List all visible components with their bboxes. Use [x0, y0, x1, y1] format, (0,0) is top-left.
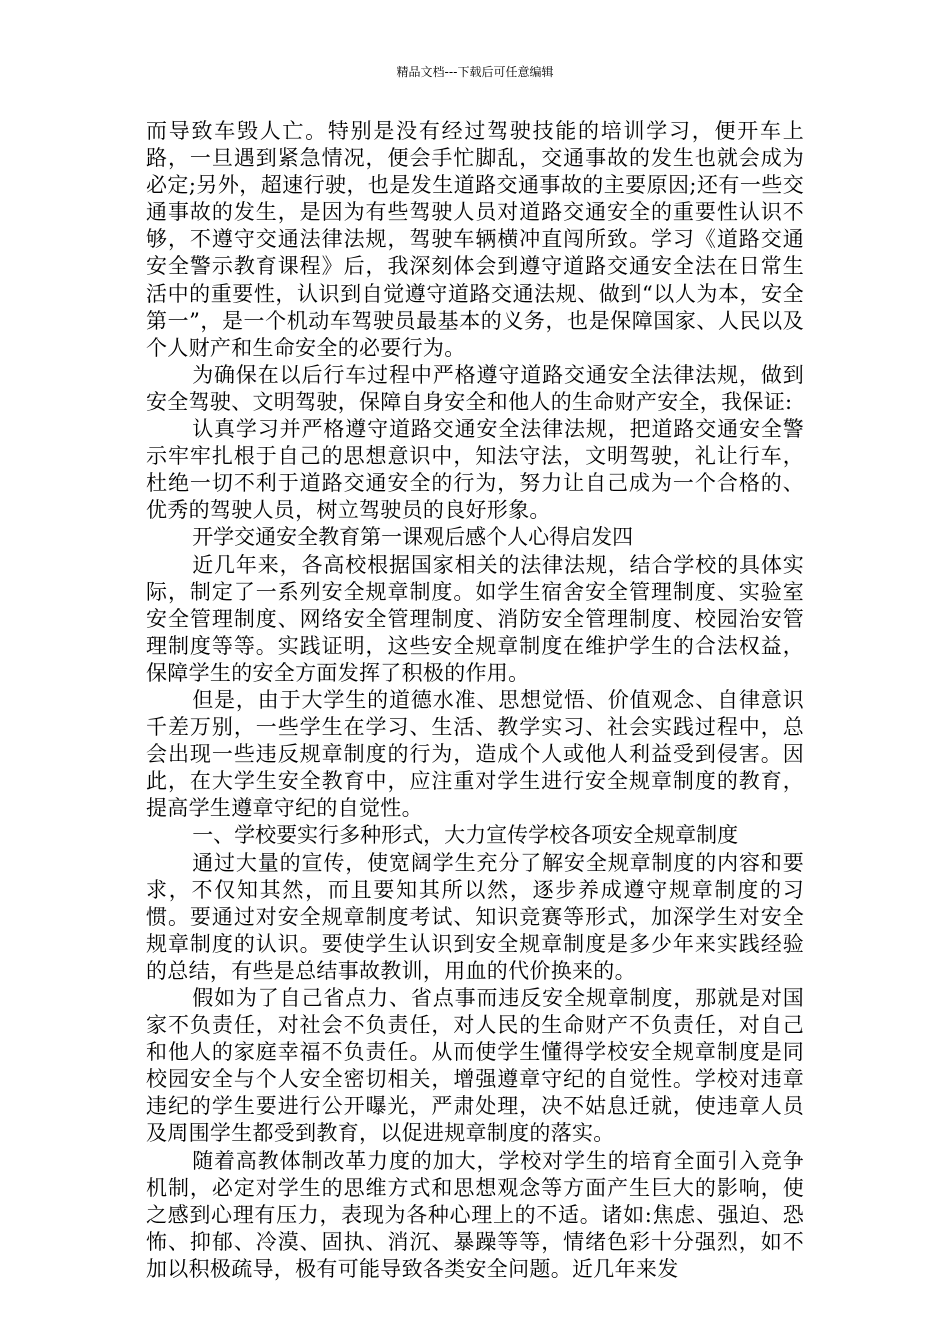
paragraph-8: 随着高教体制改革力度的加大，学校对学生的培育全面引入竞争机制，必定对学生的思维方式和思想观念等方面产生巨大的影响，使之感到心理有压力，表现为各种心理上的不适。诸如:焦虑、强迫、恐怖、抑郁、冷漠、固执、消沉、暴躁等等，情绪色彩十分强烈，如不加以积极疏导，极有可能导致各类安全问题。近几年来发	[146, 1148, 804, 1281]
section-title: 开学交通安全教育第一课观后感个人心得启发四	[192, 525, 634, 550]
paragraph-7: 假如为了自己省点力、省点事而违反安全规章制度，那就是对国家不负责任，对社会不负责任，对人民的生命财产不负责任，对自己和他人的家庭幸福不负责任。从而使学生懂得学校安全规章制度是同校园安全与个人安全密切相关，增强遵章守纪的自觉性。学校对违章违纪的学生要进行公开曝光，严肃处理，决不姑息迁就，使违章人员及周围学生都受到教育，以促进规章制度的落实。	[146, 986, 804, 1146]
subsection-heading: 一、学校要实行多种形式，大力宣传学校各项安全规章制度	[192, 823, 739, 848]
paragraph-4: 近几年来，各高校根据国家相关的法律法规，结合学校的具体实际，制定了一系列安全规章制度。如学生宿舍安全管理制度、实验室安全管理制度、网络安全管理制度、消防安全管理制度、校园治安管理制度等等。实践证明，这些安全规章制度在维护学生的合法权益，保障学生的安全方面发挥了积极的作用。	[146, 552, 804, 685]
paragraph-2: 为确保在以后行车过程中严格遵守道路交通安全法律法规，做到安全驾驶、文明驾驶，保障自身安全和他人的生命财产安全，我保证:	[146, 362, 804, 414]
paragraph-5: 但是，由于大学生的道德水准、思想觉悟、价值观念、自律意识千差万别，一些学生在学习、生活、教学实习、社会实践过程中，总会出现一些违反规章制度的行为，造成个人或他人利益受到侵害。因此，在大学生安全教育中，应注重对学生进行安全规章制度的教育，提高学生遵章守纪的自觉性。	[146, 687, 804, 821]
document-body	[146, 118, 804, 1283]
page-header: 精品文档---下载后可任意编辑	[396, 65, 554, 79]
paragraph-6: 通过大量的宣传，使宽阔学生充分了解安全规章制度的内容和要求，不仅知其然，而且要知其所以然，逐步养成遵守规章制度的习惯。要通过对安全规章制度考试、知识竞赛等形式，加深学生对安全规章制度的认识。要使学生认识到安全规章制度是多少年来实践经验的总结，有些是总结事故教训，用血的代价换来的。	[146, 850, 804, 983]
paragraph-1: 而导致车毁人亡。特别是没有经过驾驶技能的培训学习，便开车上路，一旦遇到紧急情况，便会手忙脚乱，交通事故的发生也就会成为必定;另外，超速行驶，也是发生道路交通事故的主要原因;还有一些交通事故的发生，是因为有些驾驶人员对道路交通安全的重要性认识不够，不遵守交通法律法规，驾驶车辆横冲直闯所致。学习《道路交通安全警示教育课程》后，我深刻体会到遵守道路交通安全法在日常生活中的重要性，认识到自觉遵守道路交通法规、做到“以人为本，安全第一”，是一个机动车驾驶员最基本的义务，也是保障国家、人民以及个人财产和生命安全的必要行为。	[146, 119, 804, 360]
paragraph-3: 认真学习并严格遵守道路交通安全法律法规，把道路交通安全警示牢牢扎根于自己的思想意识中，知法守法，文明驾驶，礼让行车，杜绝一切不利于道路交通安全的行为，努力让自己成为一个合格的、优秀的驾驶人员，树立驾驶员的良好形象。	[146, 417, 804, 523]
